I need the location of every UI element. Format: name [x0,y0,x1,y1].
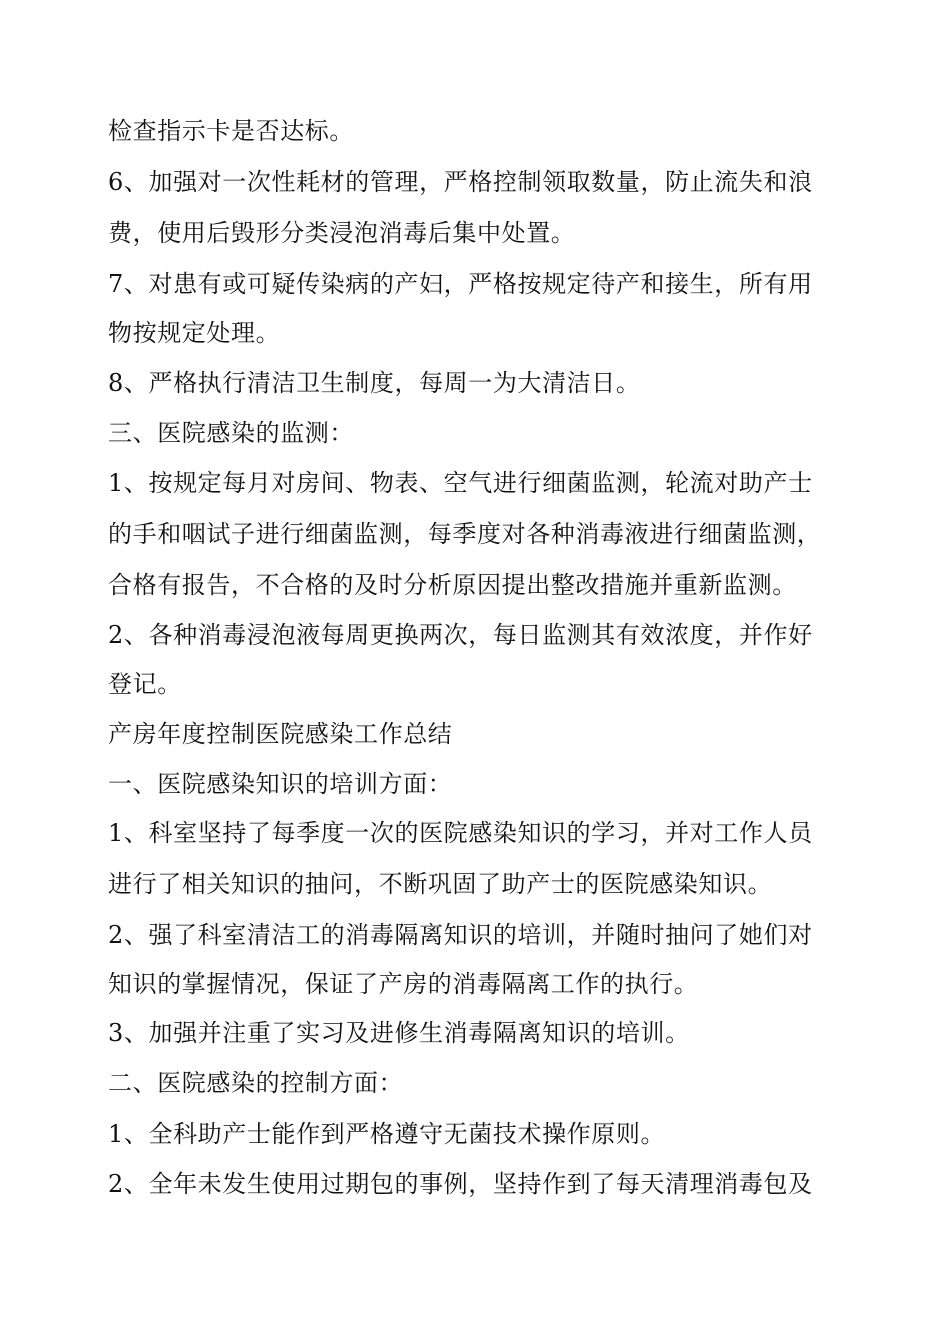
text-line: 进行了相关知识的抽问，不断巩固了助产士的医院感染知识。 [108,870,773,898]
text-line: 2、各种消毒浸泡液每周更换两次，每日监测其有效浓度，并作好 [108,621,813,649]
text-line: 物按规定处理。 [108,319,281,347]
text-line: 的手和咽试子进行细菌监测，每季度对各种消毒液进行细菌监测， [108,520,822,548]
text-line: 8、严格执行清洁卫生制度，每周一为大清洁日。 [108,369,641,397]
text-line: 7、对患有或可疑传染病的产妇，严格按规定待产和接生，所有用 [108,270,813,298]
text-line: 6、加强对一次性耗材的管理，严格控制领取数量，防止流失和浪 [108,168,813,196]
section-heading: 一、医院感染知识的培训方面： [108,770,453,798]
text-line: 2、强了科室清洁工的消毒隔离知识的培训，并随时抽问了她们对 [108,921,813,949]
section-heading: 三、医院感染的监测： [108,419,354,447]
text-line: 2、全年未发生使用过期包的事例，坚持作到了每天清理消毒包及 [108,1170,813,1198]
document-title: 产房年度控制医院感染工作总结 [108,720,453,748]
text-line: 检查指示卡是否达标。 [108,117,354,145]
text-line: 1、按规定每月对房间、物表、空气进行细菌监测，轮流对助产士 [108,469,813,497]
section-heading: 二、医院感染的控制方面： [108,1069,404,1097]
text-line: 1、科室坚持了每季度一次的医院感染知识的学习，并对工作人员 [108,819,813,847]
text-line: 3、加强并注重了实习及进修生消毒隔离知识的培训。 [108,1019,690,1047]
text-line: 登记。 [108,670,182,698]
text-line: 费，使用后毁形分类浸泡消毒后集中处置。 [108,219,576,247]
text-line: 合格有报告，不合格的及时分析原因提出整改措施并重新监测。 [108,571,797,599]
text-line: 知识的掌握情况，保证了产房的消毒隔离工作的执行。 [108,970,699,998]
text-line: 1、全科助产士能作到严格遵守无菌技术操作原则。 [108,1120,666,1148]
